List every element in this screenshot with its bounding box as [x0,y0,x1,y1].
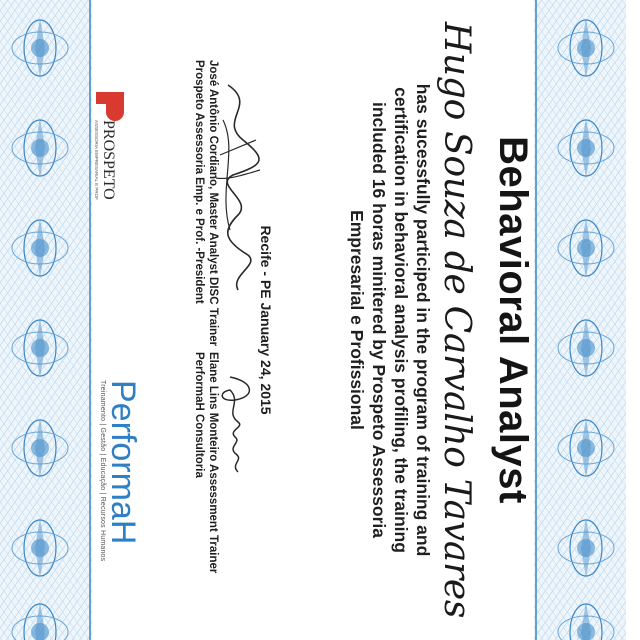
right-signer-name: Elane Lins Monteiro Assessment Trainer [207,352,219,574]
left-signature-block [192,60,220,360]
recipient-name: Hugo Souza de Carvalho Tavares [436,21,477,619]
right-signature-block [192,352,220,602]
right-handwritten-signature [215,372,260,482]
performah-wordmark: PerformaH [104,380,142,545]
certificate-title: Behavioral Analyst [491,136,535,504]
right-signer-company: PerformaH Consultoria [193,352,205,478]
prospeto-logo [88,90,128,200]
performah-tagline: Treinamento | Gestão | Educação | Recursos Humanos [99,380,106,562]
left-signer-role: Prospeto Assessoria Emp. e Prof. -President [193,60,205,304]
left-handwritten-signature [208,80,268,300]
left-signer-name: José Antônio Cordiano, Master Analyst DISC Trainer [207,60,219,347]
performah-logo [80,380,140,600]
certificate-description: has sucessfully participed in the program of training and certification in behavioral analysis profiling, the training included 16 horas minitered by Prospeto Assessoria Empresarial e Profissional [347,83,433,557]
svg-text:PROSPETO: PROSPETO [100,120,117,200]
svg-text:ASSESSORIA EMPRESARIAL E PROFI: ASSESSORIA EMPRESARIAL E PROFISSIONAL [94,120,99,200]
place-and-date: Recife - PE January 24, 2015 [258,225,274,415]
